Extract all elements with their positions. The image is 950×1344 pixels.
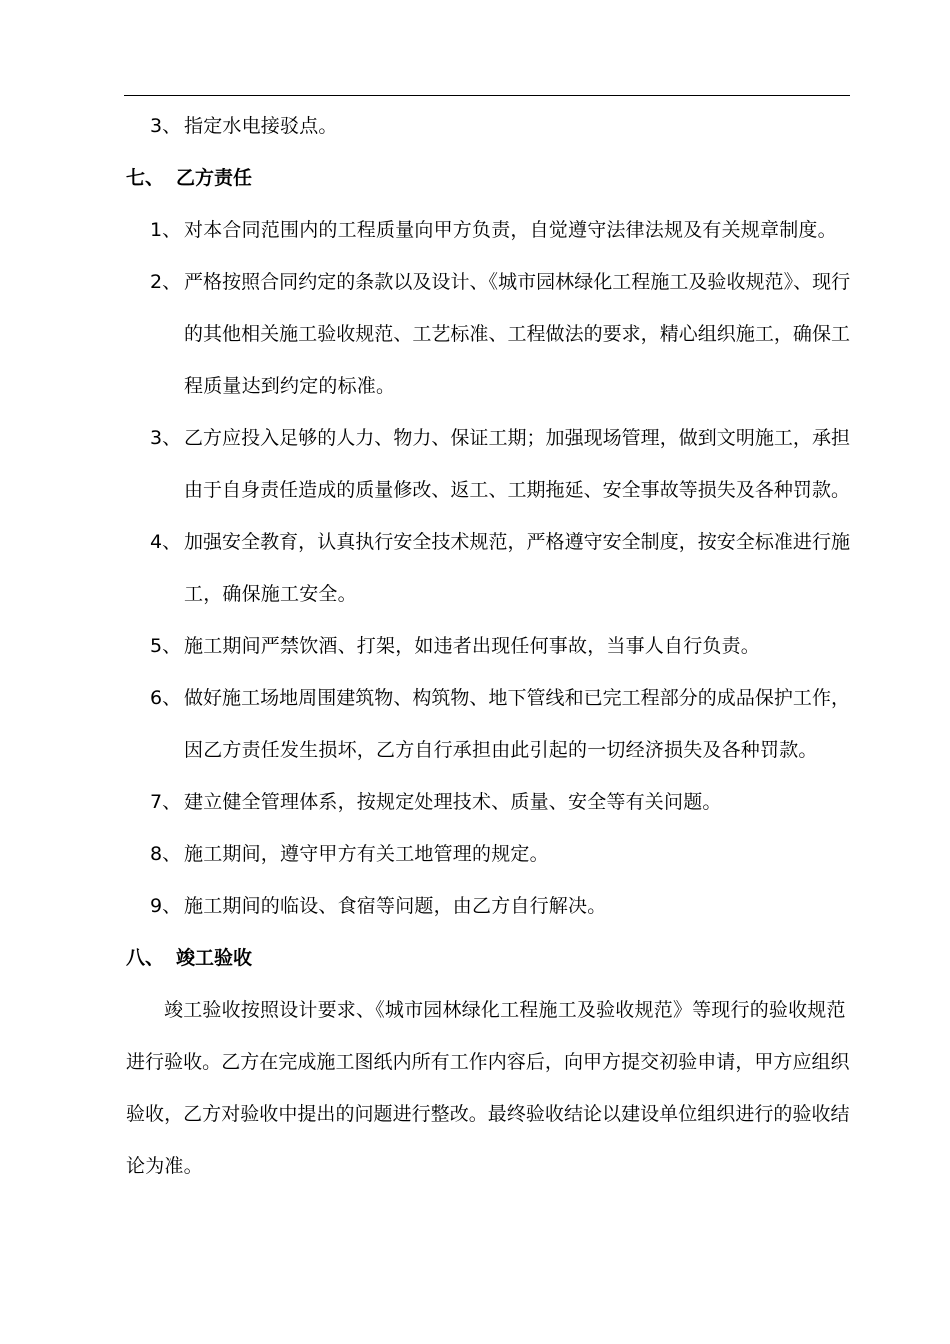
paragraph-line: 进行验收。乙方在完成施工图纸内所有工作内容后，向甲方提交初验申请，甲方应组织 bbox=[126, 1051, 850, 1073]
section-title: 竣工验收 bbox=[176, 947, 253, 969]
section-number: 八、 bbox=[126, 947, 165, 969]
list-item-text: 加强安全教育，认真执行安全技术规范，严格遵守安全制度，按安全标准进行施 bbox=[184, 531, 851, 553]
list-item-text: 建立健全管理体系，按规定处理技术、质量、安全等有关问题。 bbox=[184, 791, 722, 813]
list-item-number: 6、 bbox=[150, 687, 182, 709]
section-title: 乙方责任 bbox=[176, 167, 253, 189]
section-heading-8 bbox=[126, 945, 253, 971]
list-item-text: 施工期间严禁饮酒、打架，如违者出现任何事故，当事人自行负责。 bbox=[184, 635, 761, 657]
section-heading-7 bbox=[126, 165, 253, 191]
list-item-number: 5、 bbox=[150, 635, 182, 657]
list-item-text: 因乙方责任发生损坏，乙方自行承担由此引起的一切经济损失及各种罚款。 bbox=[184, 739, 818, 761]
list-item-number: 3、 bbox=[150, 115, 182, 137]
paragraph-line: 竣工验收按照设计要求、《城市园林绿化工程施工及验收规范》等现行的验收规范 bbox=[164, 999, 846, 1021]
list-item-text: 指定水电接驳点。 bbox=[184, 115, 338, 137]
list-item-text: 乙方应投入足够的人力、物力、保证工期；加强现场管理，做到文明施工，承担 bbox=[184, 427, 851, 449]
list-item-text: 的其他相关施工验收规范、工艺标准、工程做法的要求，精心组织施工，确保工 bbox=[184, 323, 851, 345]
list-item-text: 由于自身责任造成的质量修改、返工、工期拖延、安全事故等损失及各种罚款。 bbox=[184, 479, 851, 501]
list-item-number: 3、 bbox=[150, 427, 182, 449]
paragraph-line: 验收，乙方对验收中提出的问题进行整改。最终验收结论以建设单位组织进行的验收结 bbox=[126, 1103, 850, 1125]
list-item-number: 7、 bbox=[150, 791, 182, 813]
list-item-number: 1、 bbox=[150, 219, 182, 241]
list-item-text: 施工期间，遵守甲方有关工地管理的规定。 bbox=[184, 843, 549, 865]
list-item-text: 施工期间的临设、食宿等问题，由乙方自行解决。 bbox=[184, 895, 607, 917]
list-item-text: 严格按照合同约定的条款以及设计、《城市园林绿化工程施工及验收规范》、现行 bbox=[184, 271, 851, 293]
list-item-text: 程质量达到约定的标准。 bbox=[184, 375, 396, 397]
paragraph-line: 论为准。 bbox=[126, 1155, 203, 1177]
header-rule bbox=[124, 95, 850, 96]
section-number: 七、 bbox=[126, 167, 165, 189]
list-item-number: 9、 bbox=[150, 895, 182, 917]
list-item-text: 做好施工场地周围建筑物、构筑物、地下管线和已完工程部分的成品保护工作， bbox=[184, 687, 851, 709]
list-item-text: 对本合同范围内的工程质量向甲方负责，自觉遵守法律法规及有关规章制度。 bbox=[184, 219, 837, 241]
list-item-number: 4、 bbox=[150, 531, 182, 553]
list-item-number: 8、 bbox=[150, 843, 182, 865]
list-item-text: 工，确保施工安全。 bbox=[184, 583, 357, 605]
list-item-number: 2、 bbox=[150, 271, 182, 293]
